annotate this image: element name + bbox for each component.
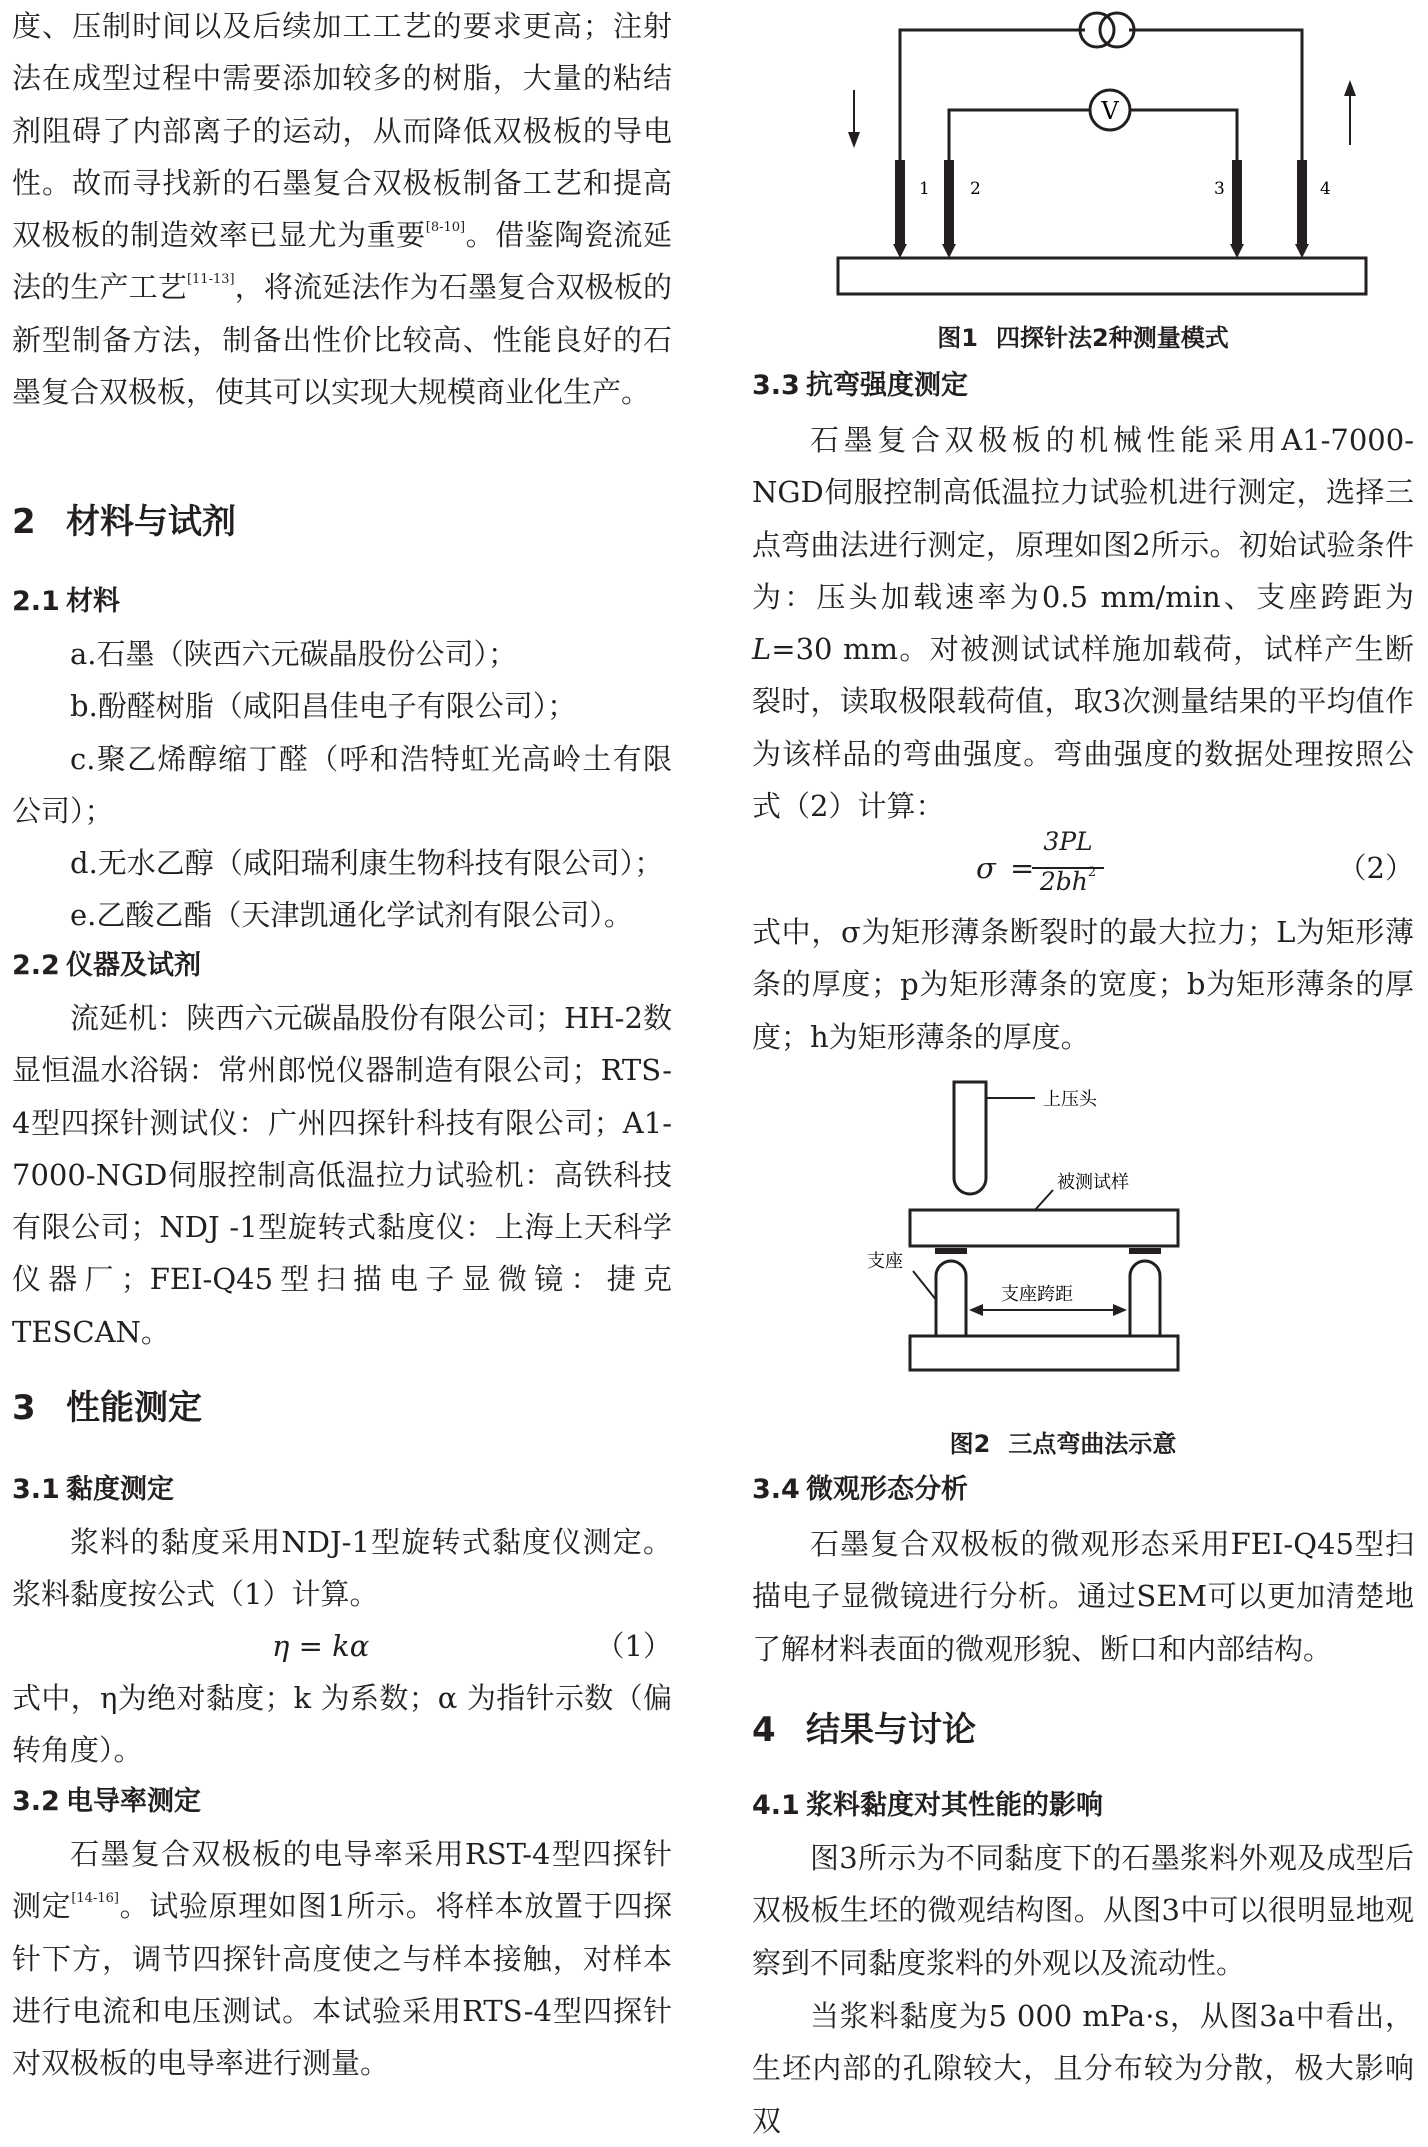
equation-number: （2） — [1337, 851, 1414, 885]
voltmeter-label: V — [1101, 97, 1119, 125]
upper-head — [954, 1082, 986, 1194]
figure-2-three-point-bending-diagram — [867, 1076, 1287, 1411]
instruments-paragraph: 流延机：陕西六元碳晶股份有限公司；HH-2数显恒温水浴锅：常州郎悦仪器制造有限公司；RTS-4型四探针测试仪：广州四探针科技有限公司；A1-7000-NGD伺服控制高低温拉力试验机：高铁科技有限公司；NDJ -1型旋转式黏度仪：上海上天科学仪器厂；FEI-Q45型扫描电子显微镜：捷克TESCAN。 — [12, 1001, 672, 1349]
section-4-1-heading: 4.1 浆料黏度对其性能的影响 — [752, 1790, 1103, 1821]
viscosity-paragraph: 浆料的黏度采用NDJ-1型旋转式黏度仪测定。浆料黏度按公式（1）计算。 — [12, 1525, 672, 1612]
material-item: e.乙酸乙酯（天津凯通化学试剂有限公司）。 — [70, 898, 633, 933]
citation-ref: [14-16] — [71, 1891, 119, 1907]
voltage-loop-wire — [949, 110, 1090, 160]
sample-plate — [838, 258, 1366, 294]
results-paragraph-1: 图3所示为不同黏度下的石墨浆料外观及成型后双极板生坯的微观结构图。从图3中可以很明显地观察到不同黏度浆料的外观以及流动性。 — [752, 1841, 1414, 1980]
current-loop-wire — [900, 30, 1085, 160]
probe-label: 1 — [919, 179, 930, 199]
sample-label: 被测试样 — [1057, 1172, 1129, 1193]
probe-2 — [944, 160, 954, 246]
probe-4 — [1297, 160, 1307, 246]
test-sample — [910, 1210, 1178, 1246]
current-source-icon — [1080, 13, 1114, 47]
probe-label: 2 — [970, 179, 981, 199]
section-3-1-heading: 3.1 黏度测定 — [12, 1474, 174, 1505]
section-3-4-heading: 3.4 微观形态分析 — [752, 1474, 968, 1505]
section-2-2-heading: 2.2 仪器及试剂 — [12, 950, 201, 981]
base-plate — [910, 1336, 1178, 1370]
figure-2-caption: 图2 三点弯曲法示意 — [949, 1430, 1177, 1458]
equation-number: （1） — [595, 1629, 672, 1663]
section-2-1-heading: 2.1 材料 — [12, 586, 120, 617]
support-right — [1130, 1261, 1160, 1336]
equation-2: σ = 3PL $2bh^2$ （2） — [976, 827, 1414, 896]
equation-2-explanation: 式中，σ为矩形薄条断裂时的最大拉力；L为矩形薄条的厚度；p为矩形薄条的宽度；b为矩形薄条的厚度；h为矩形薄条的厚度。 — [752, 915, 1414, 1054]
bending-paragraph: 石墨复合双极板的机械性能采用A1-7000-NGD伺服控制高低温拉力试验机进行测定，选择三点弯曲法进行测定，原理如图2所示。初始试验条件为：压头加载速率为0.5 mm/min、支座跨距为L=30 mm。对被测试试样施加载荷，试样产生断裂时，读取极限载荷值，取3次测量结果的平均值作为该样品的弯曲强度。弯曲强度的数据处理按照公式（2）计算： — [752, 423, 1414, 824]
probe-3 — [1232, 160, 1242, 246]
probe-label: 4 — [1320, 179, 1331, 199]
citation-ref: [11-13] — [186, 272, 235, 288]
probe-label: 3 — [1214, 179, 1225, 199]
material-item: b.酚醛树脂（咸阳昌佳电子有限公司）； — [70, 689, 577, 724]
voltage-loop-wire — [1130, 110, 1237, 160]
probe-1 — [895, 160, 905, 246]
current-source-icon — [1100, 13, 1134, 47]
figure-1-caption: 图1 四探针法2种测量模式 — [937, 324, 1229, 352]
results-paragraph-2: 当浆料黏度为5 000 mPa·s，从图3a中看出，生坯内部的孔隙较大，且分布较为分散，极大影响双 — [752, 1999, 1414, 2138]
support-label: 支座 — [867, 1251, 903, 1272]
section-2-heading: 2 材料与试剂 — [12, 502, 236, 542]
section-3-2-heading: 3.2 电导率测定 — [12, 1786, 201, 1817]
material-item: d.无水乙醇（咸阳瑞利康生物科技有限公司）； — [70, 846, 664, 881]
citation-ref: [8-10] — [425, 220, 466, 236]
material-item: c.聚乙烯醇缩丁醛（呼和浩特虹光高岭土有限公司）； — [12, 741, 672, 828]
span-label: 支座跨距 — [1001, 1284, 1073, 1305]
equation-1: η = kα （1） — [12, 1620, 672, 1672]
support-left — [936, 1261, 966, 1336]
intro-paragraph: 度、压制时间以及后续加工工艺的要求更高；注射法在成型过程中需要添加较多的树脂，大量的粘结剂阻碍了内部离子的运动，从而降低双极板的导电性。故而寻找新的石墨复合双极板制备工艺和提高双极板的制造效率已显尤为重要[8-10]。借鉴陶瓷流延法的生产工艺[11-13]，将流延法作为石墨复合双极板的新型制备方法，制备出性价比较高、性能良好的石墨复合双极板，使其可以实现大规模商业化生产。 — [12, 9, 672, 410]
current-loop-wire — [1129, 30, 1302, 160]
equation-1-explanation: 式中，η为绝对黏度；k 为系数；α 为指针示数（偏转角度）。 — [12, 1681, 672, 1768]
morphology-paragraph: 石墨复合双极板的微观形态采用FEI-Q45型扫描电子显微镜进行分析。通过SEM可以更加清楚地了解材料表面的微观形貌、断口和内部结构。 — [752, 1527, 1414, 1666]
material-item: a.石墨（陕西六元碳晶股份公司）； — [70, 637, 518, 671]
upper-head-label: 上压头 — [1043, 1089, 1097, 1110]
section-4-heading: 4 结果与讨论 — [752, 1710, 976, 1750]
figure-1-four-probe-diagram — [832, 0, 1372, 305]
conductivity-paragraph: 石墨复合双极板的电导率采用RST-4型四探针测定[14-16]。试验原理如图1所示。将样本放置于四探针下方，调节四探针高度使之与样本接触，对样本进行电流和电压测试。本试验采用RTS-4型四探针对双极板的电导率进行测量。 — [12, 1837, 672, 2081]
section-3-3-heading: 3.3 抗弯强度测定 — [752, 370, 968, 401]
section-3-heading: 3 性能测定 — [12, 1388, 202, 1428]
materials-list — [12, 628, 672, 942]
